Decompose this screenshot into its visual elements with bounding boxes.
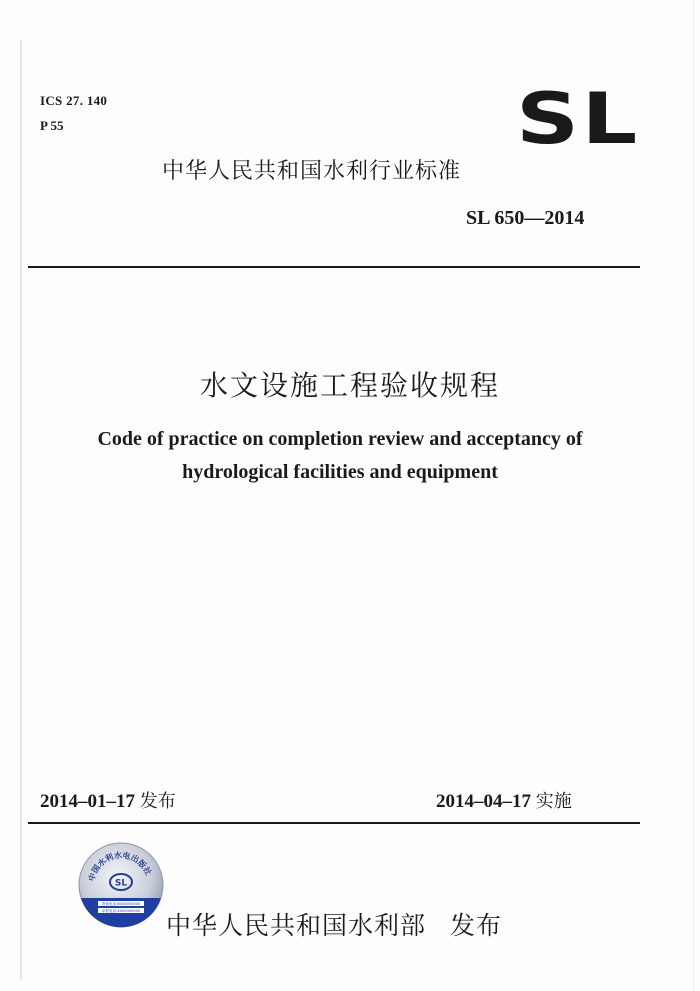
implementation-date-label: 实施 [535,791,572,812]
classification-code: P 55 [40,118,64,133]
sl-logo: SL [516,78,640,160]
implementation-date-value: 2014–04–17 [436,791,531,812]
seal-text-top: 中国水利水电出版社 [87,850,153,883]
divider-top [28,266,640,268]
anti-counterfeit-seal-icon [78,842,164,928]
publish-label: 发布 [450,911,503,940]
publisher-name: 中华人民共和国水利部 [166,911,427,940]
title-english-line1: Code of practice on completion review and acceptancy of [97,428,583,450]
title-chinese: 水文设施工程验收规程 [199,369,500,402]
standard-category: 中华人民共和国水利行业标准 [162,159,462,184]
issue-date-label: 发布 [139,791,176,812]
standard-number: SL 650—2014 [466,207,585,229]
title-english [20,423,660,489]
title-english-line2: hydrological facilities and equipment [182,461,498,483]
scan-edge-left [20,40,22,980]
seal-text-bottom1: 查询电话:8000000000 [101,902,141,906]
seal-text-bottom2: 举报电话:4000000000 [101,909,141,913]
issue-date [40,787,176,813]
ics-code: ICS 27. 140 [40,93,108,108]
publisher-line [166,906,502,942]
divider-bottom [28,822,640,824]
implementation-date [436,787,572,813]
seal-center: SL [114,878,128,889]
scan-edge-right [693,0,694,991]
issue-date-value: 2014–01–17 [40,791,135,812]
